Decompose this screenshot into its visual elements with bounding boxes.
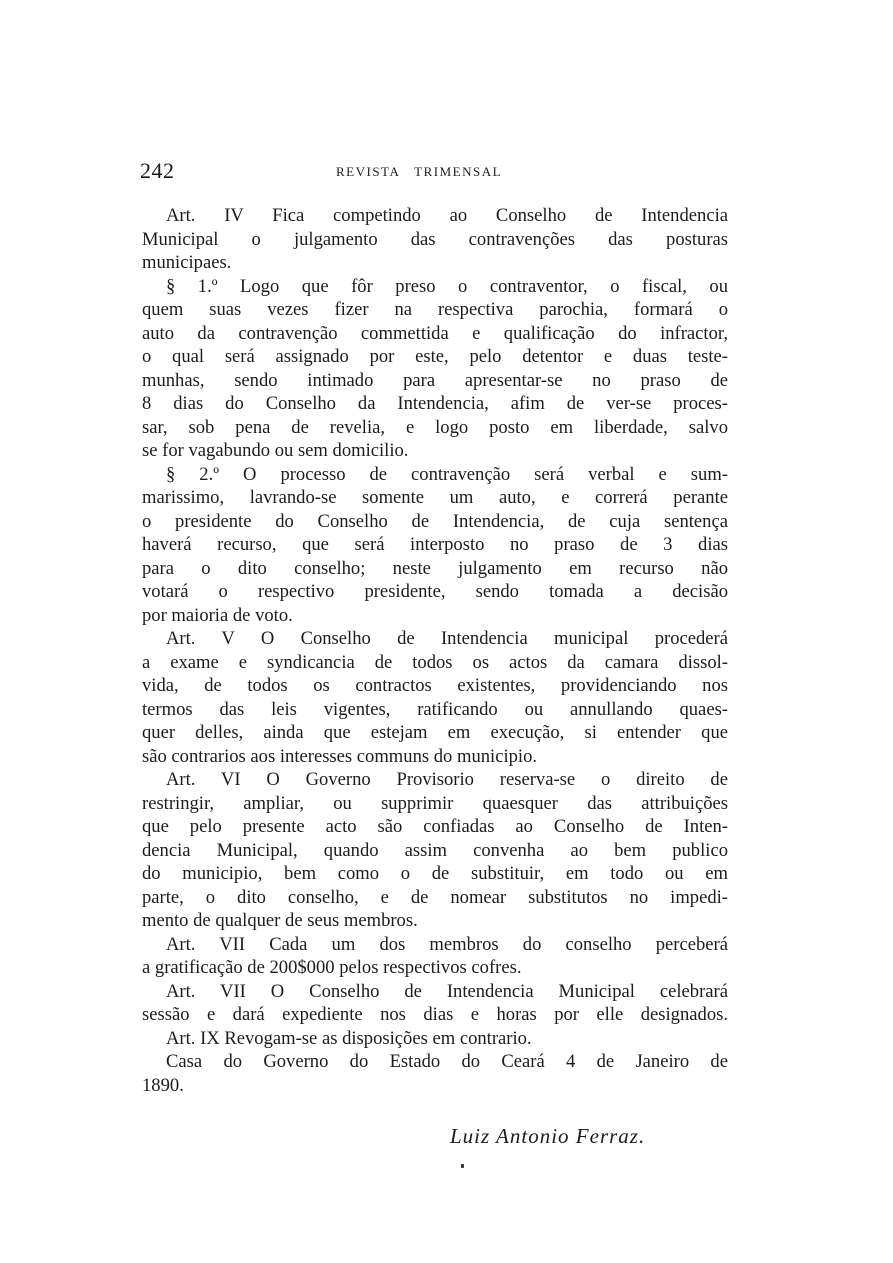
- text-line: a gratificação de 200$000 pelos respectivos cofres.: [142, 957, 522, 978]
- text-line: sessão e dará expediente nos dias e horas por elle designados.: [142, 1004, 728, 1025]
- text-line: munhas, sendo intimado para apresentar-se no praso de: [142, 369, 728, 391]
- text-line: quem suas vezes fizer na respectiva parochia, formará o: [142, 299, 728, 320]
- text-line: a exame e syndicancia de todos os actos da camara dissol-: [142, 651, 728, 673]
- text-line: parte, o dito conselho, e de nomear substitutos no impedi-: [142, 886, 728, 908]
- text-line: Casa do Governo do Estado do Ceará 4 de Janeiro de: [166, 1051, 728, 1072]
- text-line: sar, sob pena de revelia, e logo posto em liberdade, salvo: [142, 416, 728, 438]
- text-line: votará o respectivo presidente, sendo tomada a decisão: [142, 581, 728, 602]
- running-head: REVISTA TRIMENSAL: [336, 164, 503, 179]
- text-line: Art. VII Cada um dos membros do conselho perceberá: [166, 933, 728, 955]
- text-line: vida, de todos os contractos existentes, providenciando nos: [142, 675, 728, 696]
- text-line: o qual será assignado por este, pelo detentor e duas teste-: [142, 346, 728, 367]
- text-line: haverá recurso, que será interposto no praso de 3 dias: [142, 534, 728, 555]
- text-line: dencia Municipal, quando assim convenha ao bem publico: [142, 839, 728, 861]
- text-line: Art. IX Revogam-se as disposições em contrario.: [166, 1027, 532, 1049]
- text-line: para o dito conselho; neste julgamento em recurso não: [142, 557, 728, 579]
- text-line: restringir, ampliar, ou supprimir quaesquer das attribuições: [142, 792, 728, 814]
- text-line: são contrarios aos interesses communs do municipio.: [142, 745, 538, 767]
- text-line: do municipio, bem como o de substituir, em todo ou em: [142, 863, 728, 884]
- text-line: quer delles, ainda que estejam em execução, si entender que: [142, 722, 728, 743]
- text-line: Municipal o julgamento das contravenções das posturas: [142, 228, 728, 250]
- text-line: municipaes.: [142, 252, 232, 273]
- text-line: auto da contravenção commettida e qualificação do infractor,: [142, 322, 728, 344]
- text-line: § 1.º Logo que fôr preso o contraventor, o fiscal, ou: [166, 275, 728, 297]
- text-line: que pelo presente acto são confiadas ao Conselho de Inten-: [142, 816, 728, 837]
- body-text: [142, 204, 728, 1097]
- signature: Luiz Antonio Ferraz.: [450, 1124, 646, 1148]
- text-line: se for vagabundo ou sem domicilio.: [142, 440, 409, 461]
- ink-dot: [461, 1164, 464, 1168]
- text-line: Art. VI O Governo Provisorio reserva-se o direito de: [166, 769, 728, 790]
- text-line: 1890.: [142, 1074, 184, 1096]
- text-line: por maioria de voto.: [142, 604, 293, 626]
- text-line: termos das leis vigentes, ratificando ou annullando quaes-: [142, 698, 728, 720]
- text-line: Art. VII O Conselho de Intendencia Municipal celebrará: [166, 980, 728, 1002]
- page-header: [140, 158, 730, 188]
- text-line: 8 dias do Conselho da Intendencia, afim de ver-se proces-: [142, 393, 728, 414]
- text-line: marissimo, lavrando-se somente um auto, e correrá perante: [142, 487, 728, 508]
- page-number: 242: [140, 158, 175, 183]
- text-line: Art. V O Conselho de Intendencia municipal procederá: [166, 628, 728, 649]
- text-line: Art. IV Fica competindo ao Conselho de Intendencia: [166, 205, 728, 226]
- text-line: § 2.º O processo de contravenção será verbal e sum-: [166, 463, 728, 485]
- text-line: mento de qualquer de seus membros.: [142, 910, 418, 931]
- text-line: o presidente do Conselho de Intendencia, de cuja sentença: [142, 510, 728, 532]
